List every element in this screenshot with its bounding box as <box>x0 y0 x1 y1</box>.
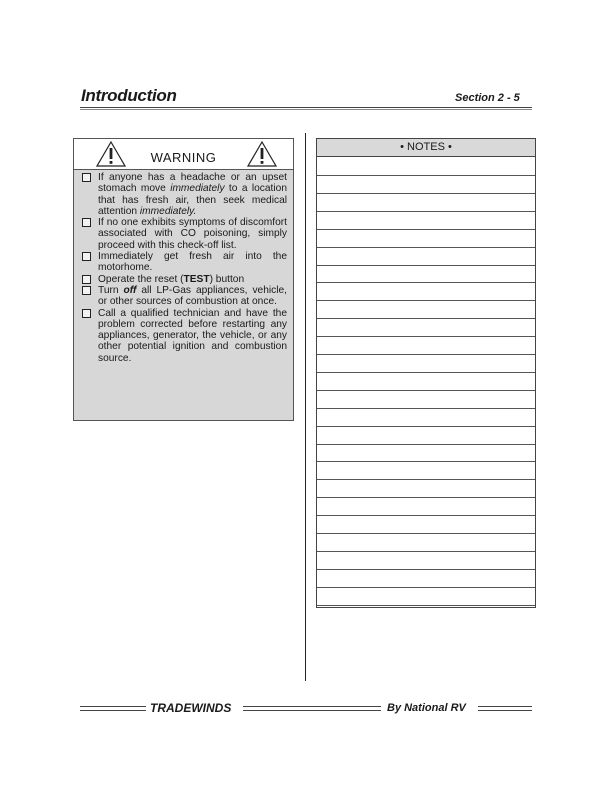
note-line <box>317 479 535 480</box>
note-line <box>317 551 535 552</box>
warning-item-text: Operate the reset ( <box>98 273 184 285</box>
checkbox-icon <box>82 309 91 318</box>
note-line <box>317 211 535 212</box>
warning-box <box>73 138 294 421</box>
warning-item <box>74 285 293 308</box>
note-line <box>317 300 535 301</box>
column-divider <box>305 133 306 681</box>
warning-item <box>74 308 293 364</box>
warning-item-text: all LP-Gas appliances, vehicle, or other sources of combustion at once. <box>98 284 287 308</box>
note-line <box>317 461 535 462</box>
warning-item-text: to a location that has fresh air, then seek medical attention <box>98 183 287 217</box>
warning-item <box>74 274 293 285</box>
note-line <box>317 605 535 606</box>
note-line <box>317 336 535 337</box>
note-line <box>317 247 535 248</box>
note-line <box>317 390 535 391</box>
note-line <box>317 318 535 319</box>
note-line <box>317 497 535 498</box>
footer-rule-middle <box>243 706 381 711</box>
warning-item-text: Turn <box>98 284 124 296</box>
note-line <box>317 282 535 283</box>
section-number: Section 2 - 5 <box>455 92 520 104</box>
checkbox-icon <box>82 252 91 261</box>
note-line <box>317 193 535 194</box>
warning-item-text: ) button <box>209 273 245 285</box>
warning-header <box>74 139 293 170</box>
note-line <box>317 533 535 534</box>
warning-triangle-icon <box>247 141 277 167</box>
footer-rule-right <box>478 706 532 711</box>
note-line <box>317 569 535 570</box>
note-line <box>317 515 535 516</box>
note-line <box>317 408 535 409</box>
note-line <box>317 354 535 355</box>
note-line <box>317 444 535 445</box>
footer-maker: By National RV <box>387 702 466 714</box>
warning-item-text: off <box>123 284 137 296</box>
footer-brand: TRADEWINDS <box>150 701 232 715</box>
warning-item-text: Call a qualified technician and have the problem corrected before restarting any appliances, generator, the vehicle, or any other potential ignition and combustion source. <box>98 307 287 364</box>
header-rule-secondary <box>80 109 532 110</box>
notes-box <box>316 138 536 608</box>
warning-item <box>74 172 293 217</box>
notes-title: • NOTES • <box>317 139 535 157</box>
checkbox-icon <box>82 275 91 284</box>
warning-item <box>74 251 293 274</box>
note-line <box>317 372 535 373</box>
warning-item-text: TEST <box>183 273 210 285</box>
note-line <box>317 265 535 266</box>
header-rule <box>80 107 532 108</box>
footer-rule-left <box>80 706 146 711</box>
warning-title: WARNING <box>150 150 217 165</box>
note-line <box>317 175 535 176</box>
warning-item-text: immediately. <box>139 205 197 217</box>
checkbox-icon <box>82 218 91 227</box>
warning-checklist <box>74 172 293 364</box>
page-title: Introduction <box>81 86 177 105</box>
note-line <box>317 426 535 427</box>
warning-item-text: If no one exhibits symptoms of discomfort associated with CO poisoning, simply proceed with this check-off list. <box>98 217 287 251</box>
checkbox-icon <box>82 173 91 182</box>
warning-item-text: immediately <box>170 183 225 195</box>
warning-item-text: Immediately get fresh air into the motorhome. <box>98 251 287 274</box>
note-line <box>317 229 535 230</box>
checkbox-icon <box>82 286 91 295</box>
note-line <box>317 587 535 588</box>
warning-item-text: If anyone has a headache or an upset stomach move <box>98 172 287 195</box>
warning-item <box>74 217 293 251</box>
